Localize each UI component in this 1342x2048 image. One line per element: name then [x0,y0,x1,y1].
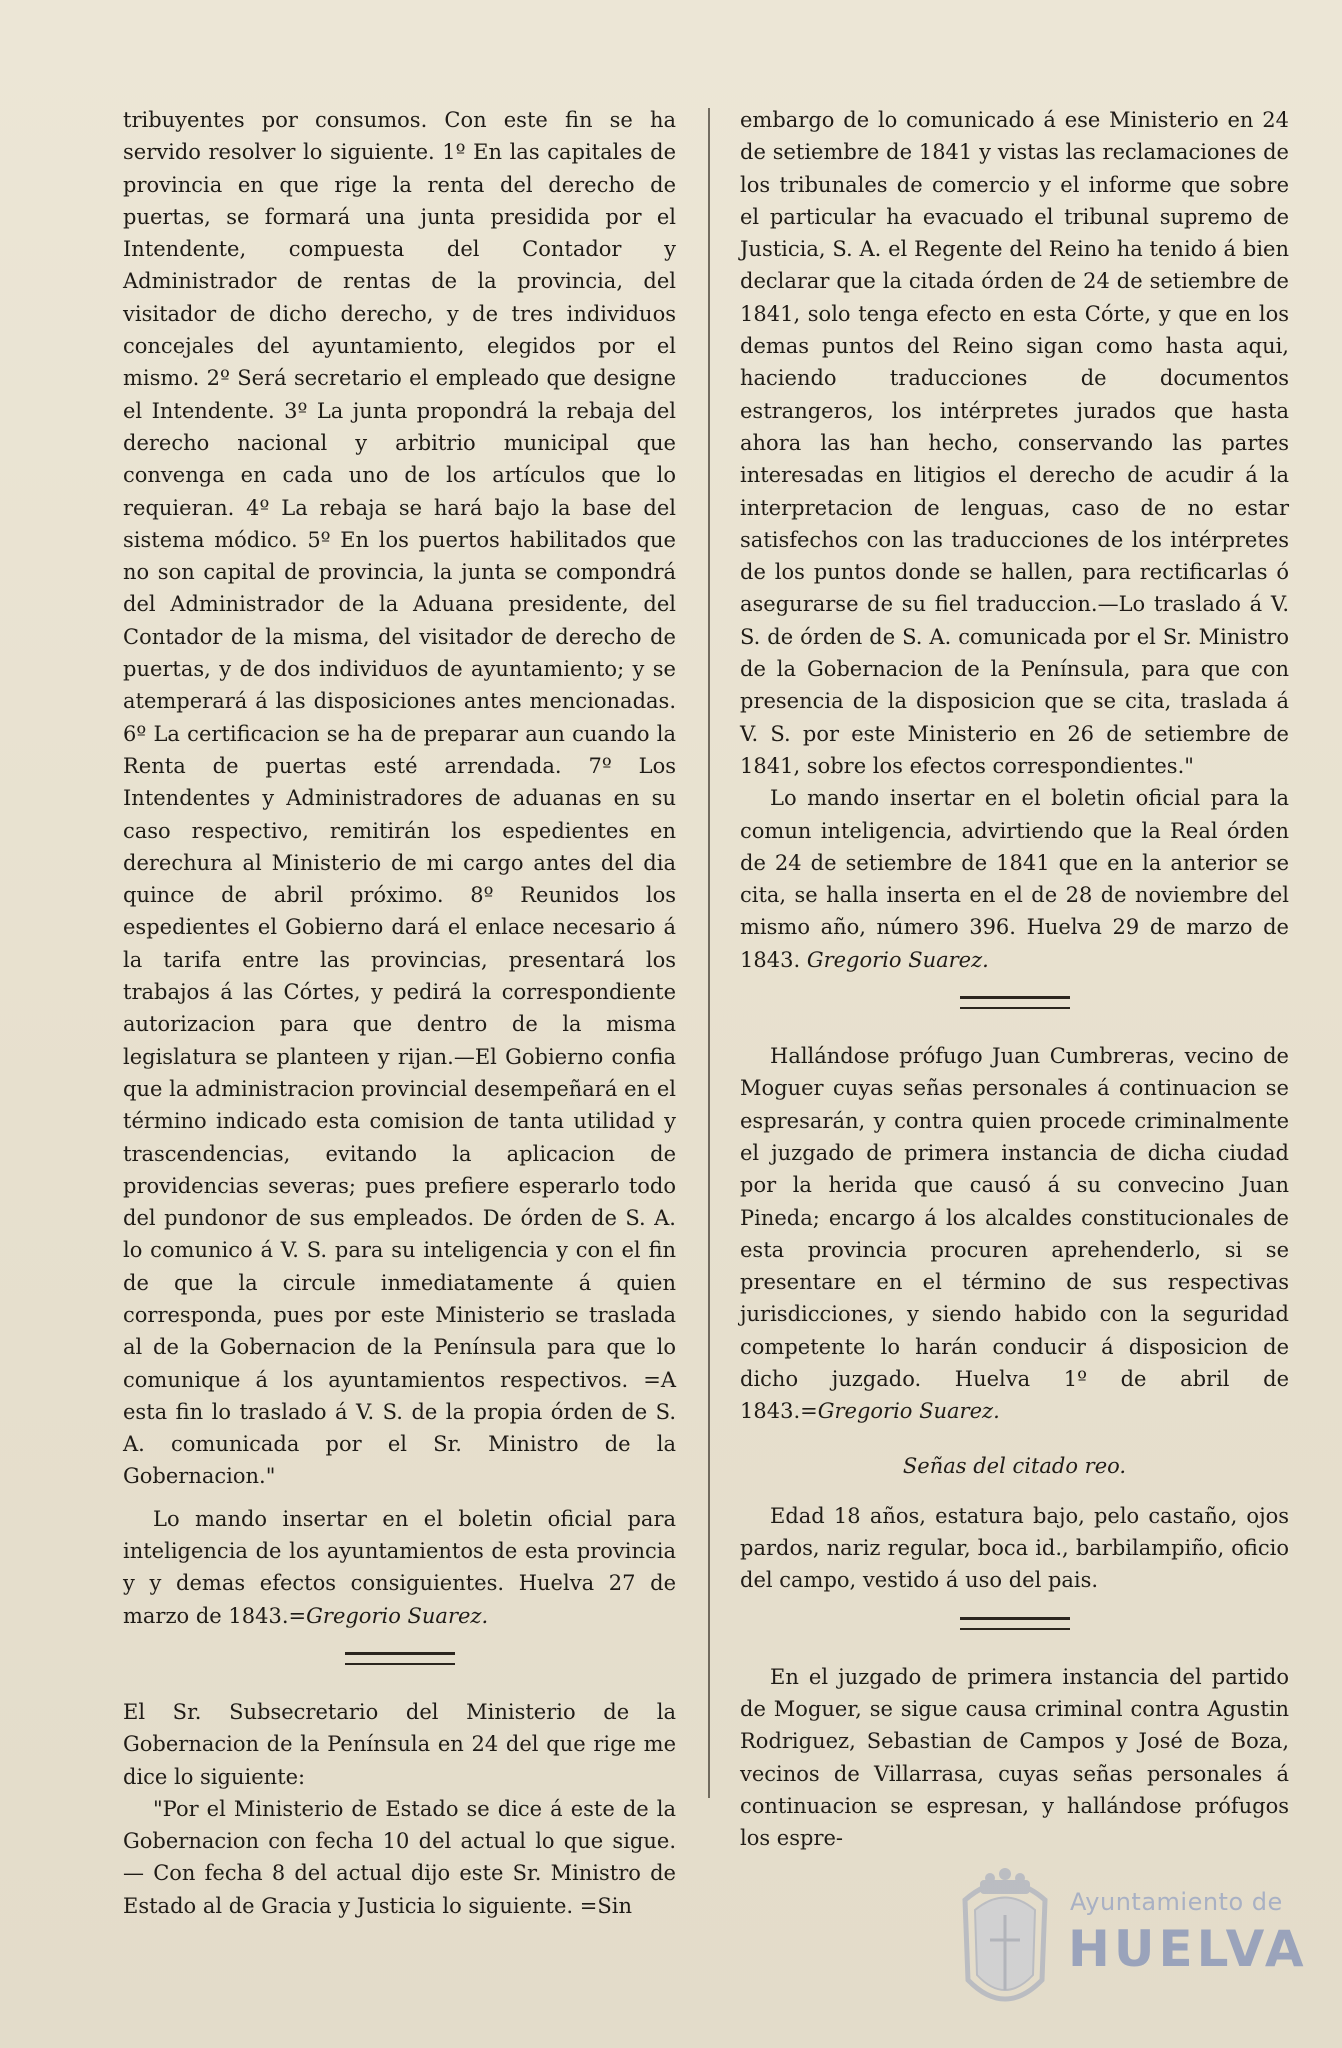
left-paragraph-2 [123,1503,676,1632]
right-paragraph-4: Edad 18 años, estatura bajo, pelo castaño, ojos pardos, nariz regular, boca id., barbilampiño, oficio del campo, vestido á uso del pais. [740,1503,1289,1593]
column-divider [708,108,710,1798]
left-column [123,104,676,1922]
right-paragraph-5: En el juzgado de primera instancia del partido de Moguer, se sigue causa criminal contra Agustin Rodriguez, Sebastian de Campos y José de Boza, vecinos de Villarrasa, cuyas señas personales á continuacion se espresan, y hallándose prófugos los espre- [740,1664,1289,1851]
right-paragraph-2-text: Lo mando insertar en el boletin oficial para la comun inteligencia, advirtiendo que la Real órden de 24 de setiembre de 1841 que en la anterior se cita, se halla inserta en el de 28 de noviembre del mismo año, número 396. Huelva 29 de marzo de 1843. [740,786,1289,972]
watermark-logo [950,1860,1308,2030]
right-paragraph-3-text: Hallándose prófugo Juan Cumbreras, vecino de Moguer cuyas señas personales á continuacion se espresarán, y contra quien procede criminalmente el juzgado de primera instancia de dicha ciudad por la herida que causó á su convecino Juan Pineda; encargo á los alcaldes constitucionales de esta provincia procuren aprehenderlo, si se presentare en el término de sus respectivas jurisdicciones, y siendo habido con la seguridad competente lo harán conducir á disposicion de dicho juzgado. Huelva 1º de abril de 1843.= [740,1044,1289,1424]
section-divider-right-1 [740,976,1289,1026]
watermark-line-1: Ayuntamiento de [1070,1888,1283,1916]
right-signature-1: Gregorio Suarez. [806,947,989,972]
left-signature: Gregorio Suarez. [306,1603,489,1628]
right-paragraph-3 [740,1040,1289,1428]
right-column [740,104,1289,1855]
right-signature-2: Gregorio Suarez. [817,1399,1000,1424]
left-paragraph-1: tribuyentes por consumos. Con este fin se ha servido resolver lo siguiente. 1º En las capitales de provincia en que rige la renta del derecho de puertas, se formará una junta presidida por el Intendente, compuesta del Contador y Administrador de rentas de la provincia, del visitador de dicho derecho, y de tres individuos concejales del ayuntamiento, elegidos por el mismo. 2º Será secretario el empleado que designe el Intendente. 3º La junta propondrá la rebaja del derecho nacional y arbitrio municipal que convenga en cada uno de los artículos que lo requieran. 4º La rebaja se hará bajo la base del sistema módico. 5º En los puertos habilitados que no son capital de provincia, la junta se compondrá del Administrador de la Aduana presidente, del Contador de la misma, del visitador de derecho de puertas, y de dos individuos de ayuntamiento; y se atemperará á las disposiciones antes mencionadas. 6º La certificacion se ha de preparar aun cuando la Renta de puertas esté arrendada. 7º Los Intendentes y Administradores de aduanas en su caso respectivo, remitirán los espedientes en derechura al Ministerio de mi cargo antes del dia quince de abril próximo. 8º Reunidos los espedientes el Gobierno dará el enlace necesario á la tarifa entre las provincias, presentará los trabajos á las Córtes, y pedirá la correspondiente autorizacion para que dentro de la misma legislatura se planteen y rijan.—El Gobierno confia que la administracion provincial desempeñará en el término indicado esta comision de tanta utilidad y trascendencias, evitando la aplicacion de providencias severas; pues prefiere esperarlo todo del pundonor de sus empleados. De órden de S. A. lo comunico á V. S. para su inteligencia y con el fin de que la circule inmediatamente á quien corresponda, pues por este Ministerio se traslada al de la Gobernacion de la Península para que lo comunique á los ayuntamientos respectivos. =A esta fin lo traslado á V. S. de la propia órden de S. A. comunicada por el Sr. Ministro de la Gobernacion." [123,108,676,1489]
section-divider-left [123,1632,676,1682]
subheading-senas: Señas del citado reo. [902,1453,1127,1478]
left-paragraph-4: "Por el Ministerio de Estado se dice á este de la Gobernacion con fecha 10 del actual lo que sigue.— Con fecha 8 del actual dijo este Sr. Ministro de Estado al de Gracia y Justicia lo siguiente. =Sin [123,1796,676,1918]
left-paragraph-2-text: Lo mando insertar en el boletin oficial para inteligencia de los ayuntamientos de esta provincia y y demas efectos consiguientes. Huelva 27 de marzo de 1843.= [123,1506,676,1628]
coat-of-arms-icon [950,1860,1060,2020]
left-paragraph-3: El Sr. Subsecretario del Ministerio de la Gobernacion de la Península en 24 del que rige me dice lo siguiente: [123,1699,676,1789]
section-divider-right-2 [740,1597,1289,1647]
right-paragraph-1: embargo de lo comunicado á ese Ministerio en 24 de setiembre de 1841 y vistas las reclamaciones de los tribunales de comercio y el informe que sobre el particular ha evacuado el tribunal supremo de Justicia, S. A. el Regente del Reino ha tenido á bien declarar que la citada órden de 24 de setiembre de 1841, solo tenga efecto en esta Córte, y que en los demas puntos del Reino sigan como hasta aqui, haciendo traducciones de documentos estrangeros, los intérpretes jurados que hasta ahora las han hecho, conservando las partes interesadas en litigios el derecho de acudir á la interpretacion de lenguas, caso de no estar satisfechos con las traducciones de los intérpretes de los puntos donde se hallen, para rectificarlas ó asegurarse de su fiel traduccion.—Lo traslado á V. S. de órden de S. A. comunicada por el Sr. Ministro de la Gobernacion de la Península, para que con presencia de la disposicion que se cita, traslada á V. S. por este Ministerio en 26 de setiembre de 1841, sobre los efectos correspondientes." [740,108,1289,778]
watermark-line-2: HUELVA [1068,1920,1308,1978]
right-paragraph-2 [740,782,1289,976]
